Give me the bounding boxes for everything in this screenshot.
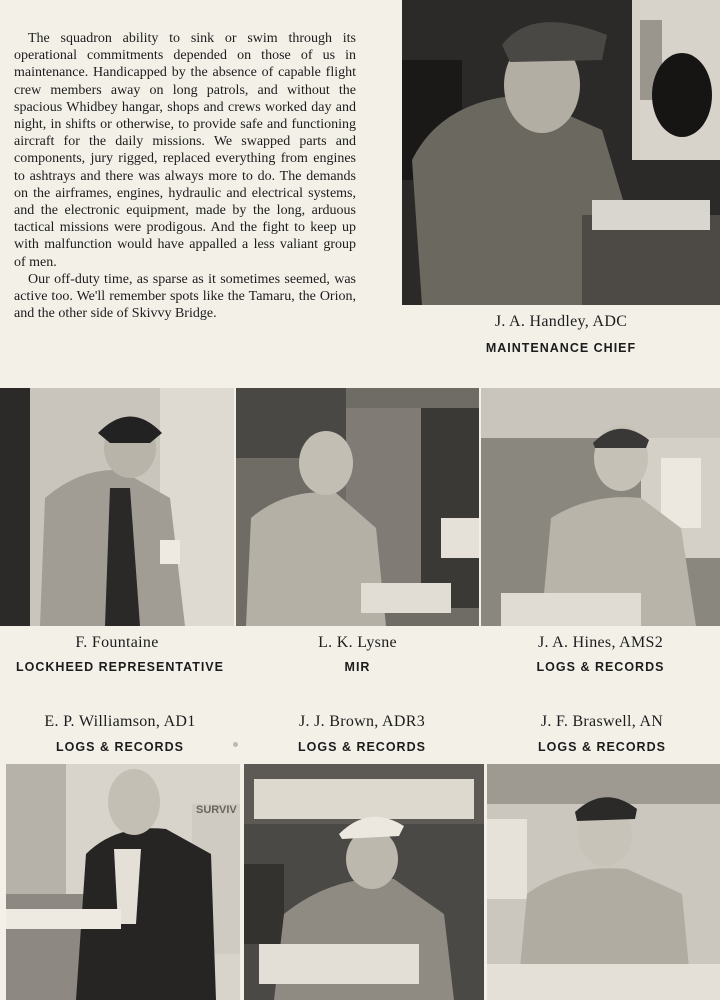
person-name-lysne: L. K. Lysne	[318, 634, 397, 651]
person-role-hines: LOGS & RECORDS	[536, 660, 665, 674]
photo-williamson	[6, 764, 240, 1000]
person-name-braswell: J. F. Braswell, AN	[540, 713, 664, 730]
photo-hines	[481, 388, 720, 626]
photo-handley	[402, 0, 720, 305]
person-role-braswell: LOGS & RECORDS	[538, 740, 666, 754]
person-role-handley: MAINTENANCE CHIEF	[485, 341, 637, 355]
person-name-williamson: E. P. Williamson, AD1	[44, 713, 196, 730]
photo-fountaine	[0, 388, 234, 626]
photo-lysne	[236, 388, 479, 626]
photo-brown	[244, 764, 484, 1000]
intro-text	[14, 30, 356, 322]
person-role-williamson: LOGS & RECORDS	[56, 740, 184, 754]
person-name-handley: J. A. Handley, ADC	[494, 313, 628, 330]
person-name-fountaine: F. Fountaine	[75, 634, 159, 651]
person-role-fountaine: LOCKHEED REPRESENTATIVE	[16, 660, 224, 674]
decorative-dot	[233, 742, 238, 747]
poster-text: SURVIV	[196, 804, 237, 816]
person-name-brown: J. J. Brown, ADR3	[298, 713, 425, 730]
person-name-hines: J. A. Hines, AMS2	[537, 634, 664, 651]
person-role-brown: LOGS & RECORDS	[298, 740, 426, 754]
intro-paragraph-2: Our off-duty time, as sparse as it sometimes seemed, was active too. We'll remember spots like the Tamaru, the Orion, and the other side of Skivvy Bridge.	[14, 271, 356, 322]
photo-braswell	[487, 764, 720, 1000]
intro-paragraph-1: The squadron ability to sink or swim through its operational commitments depended on those of us in maintenance. Handicapped by the absence of capable flight crew members away on long patrols, and without the spacious Whidbey hangar, shops and crews worked day and night, in shifts or otherwise, to provide safe and functioning aircraft for the daily missions. We swapped parts and components, jury rigged, replaced everything from engines to ashtrays and there was always more to do. The demands on the airframes, engines, hydraulic and electrical systems, and the electronic equipment, made by the long, arduous tactical missions were prodigous. And the fight to keep up with malfunction would have appalled a less valiant group of men.	[14, 31, 356, 270]
person-role-lysne: MIR	[344, 660, 371, 674]
